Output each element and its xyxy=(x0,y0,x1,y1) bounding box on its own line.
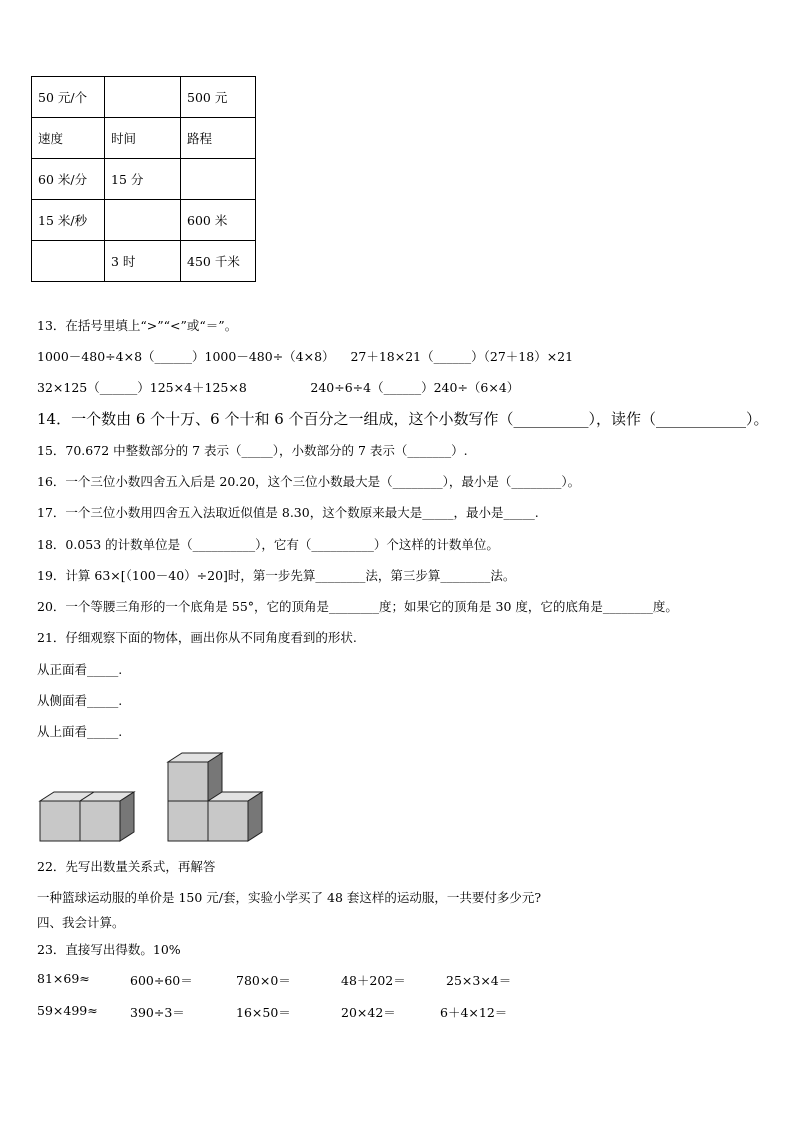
calc-item: 81×69≈ xyxy=(37,971,90,986)
table-cell: 450 千米 xyxy=(181,241,256,282)
question-13-title: 13．在括号里填上“>”“<”或“＝”。 xyxy=(37,318,238,333)
question-22-title: 22．先写出数量关系式，再解答 xyxy=(37,859,216,874)
cube-right-bottom-2 xyxy=(208,792,262,841)
question-13-row-1: 1000－480÷4×8（______）1000－480÷（4×8） 27＋18×21（______）（27＋18）×21 xyxy=(37,349,574,364)
calc-item: 25×3×4＝ xyxy=(446,973,512,988)
table-cell: 3 时 xyxy=(105,241,181,282)
table-cell: 60 米/分 xyxy=(32,159,105,200)
question-19: 19．计算 63×[（100－40）÷20]时，第一步先算________法，第三步算________法。 xyxy=(37,568,516,583)
cube-right-bottom-1 xyxy=(168,801,208,841)
table-cell: 时间 xyxy=(105,118,181,159)
cube-left-2 xyxy=(80,792,134,841)
calc-item: 780×0＝ xyxy=(236,973,291,988)
table-cell: 路程 xyxy=(181,118,256,159)
question-21-front-view: 从正面看_____. xyxy=(37,662,123,677)
question-21-top-view: 从上面看_____. xyxy=(37,724,123,739)
cube-right-top xyxy=(168,753,222,802)
question-17: 17．一个三位小数用四舍五入法取近似值是 8.30，这个数原来最大是_____，最小是_____. xyxy=(37,505,539,520)
question-18: 18．0.053 的计数单位是（__________），它有（__________）个这样的计数单位。 xyxy=(37,537,499,552)
calc-item: 16×50＝ xyxy=(236,1005,291,1020)
table-cell: 600 米 xyxy=(181,200,256,241)
calc-item: 48＋202＝ xyxy=(341,973,406,988)
table-cell: 15 米/秒 xyxy=(32,200,105,241)
table-cell: 速度 xyxy=(32,118,105,159)
calc-item: 6＋4×12＝ xyxy=(440,1005,508,1020)
question-21-side-view: 从侧面看_____. xyxy=(37,693,123,708)
question-20: 20．一个等腰三角形的一个底角是 55°，它的顶角是________度；如果它的顶角是 30 度，它的底角是________度。 xyxy=(37,599,678,614)
question-15: 15．70.672 中整数部分的 7 表示（_____），小数部分的 7 表示（_______）. xyxy=(37,443,468,458)
question-13-row-2: 32×125（______）125×4＋125×8 240÷6÷4（______）240÷（6×4） xyxy=(37,380,520,395)
table-cell: 15 分 xyxy=(105,159,181,200)
question-23-title: 23．直接写出得数。10% xyxy=(37,942,181,957)
question-14: 14．一个数由 6 个十万、6 个十和 6 个百分之一组成，这个小数写作（__________），读作（____________）。 xyxy=(37,410,769,428)
calc-item: 59×499≈ xyxy=(37,1003,98,1018)
question-22-body: 一种篮球运动服的单价是 150 元/套，实验小学买了 48 套这样的运动服，一共要付多少元? xyxy=(37,890,542,905)
question-16: 16．一个三位小数四舍五入后是 20.20，这个三位小数最大是（________），最小是（________）。 xyxy=(37,474,581,489)
question-21-title: 21．仔细观察下面的物体，画出你从不同角度看到的形状. xyxy=(37,630,357,645)
table-cell: 50 元/个 xyxy=(32,77,105,118)
table-cell: 500 元 xyxy=(181,77,256,118)
calc-item: 20×42＝ xyxy=(341,1005,396,1020)
calc-item: 600÷60＝ xyxy=(130,973,193,988)
section-heading: 四、我会计算。 xyxy=(37,915,125,930)
calc-item: 390÷3＝ xyxy=(130,1005,185,1020)
